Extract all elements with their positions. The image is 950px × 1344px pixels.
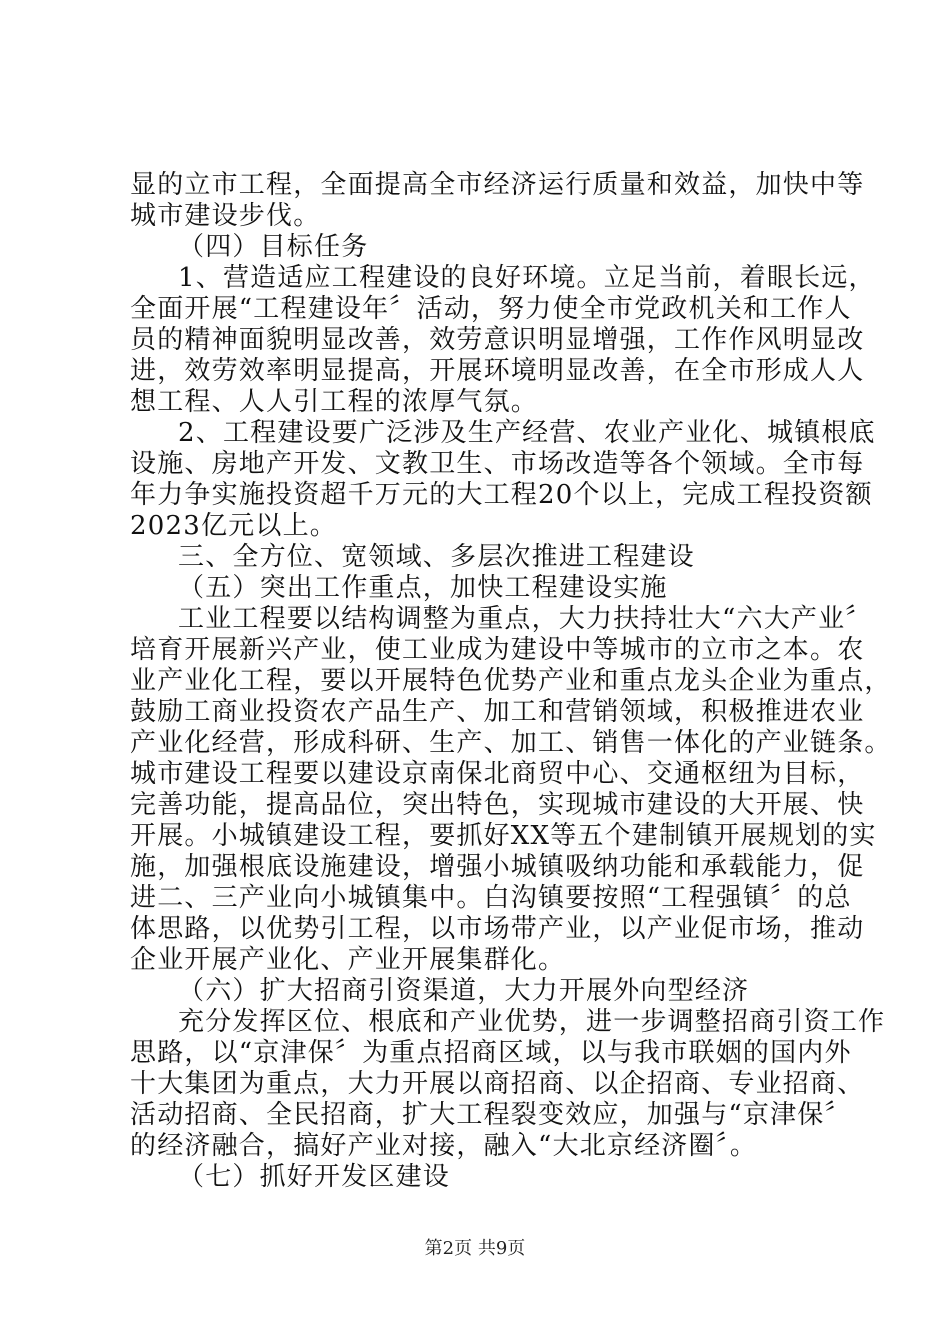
body-line: 想工程、人人引工程的浓厚气氛。: [130, 387, 539, 417]
page-footer: 第2页 共9页: [424, 1238, 526, 1259]
section-heading: （六）扩大招商引资渠道，大力开展外向型经济: [178, 976, 750, 1006]
body-line: 十大集团为重点，大力开展以商招商、以企招商、专业招商、: [130, 1069, 865, 1099]
body-line: 充分发挥区位、根底和产业优势，进一步调整招商引资工作: [178, 1007, 886, 1037]
section-heading: 三、全方位、宽领域、多层次推进工程建设: [178, 542, 695, 572]
body-line: 施，加强根底设施建设，增强小城镇吸纳功能和承载能力，促: [130, 852, 865, 882]
body-line: 体思路，以优势引工程，以市场带产业，以产业促市场，推动: [130, 914, 865, 944]
body-line: 鼓励工商业投资农产品生产、加工和营销领域，积极推进农业: [130, 697, 865, 727]
body-line: 员的精神面貌明显改善，效劳意识明显增强，工作作风明显改: [130, 325, 865, 355]
body-line: 活动招商、全民招商，扩大工程裂变效应，加强与“京津保〞: [130, 1100, 852, 1130]
body-line: 完善功能，提高品位，突出特色，实现城市建设的大开展、快: [130, 790, 865, 820]
body-line: 工业工程要以结构调整为重点，大力扶持壮大“六大产业〞: [178, 604, 873, 634]
body-line: 城市建设工程要以建设京南保北商贸中心、交通枢纽为目标，: [130, 759, 865, 789]
body-line: 显的立市工程，全面提高全市经济运行质量和效益，加快中等: [130, 170, 865, 200]
document-body: [130, 170, 892, 1193]
body-line: 2、工程建设要广泛涉及生产经营、农业产业化、城镇根底: [178, 418, 876, 448]
body-line: 进二、三产业向小城镇集中。白沟镇要按照“工程强镇〞的总: [130, 883, 852, 913]
body-line: 产业化经营，形成科研、生产、加工、销售一体化的产业链条。: [130, 728, 892, 758]
section-heading: （四）目标任务: [178, 232, 369, 262]
body-line: 设施、房地产开发、文教卫生、市场改造等各个领域。全市每: [130, 449, 865, 479]
body-line: 业产业化工程，要以开展特色优势产业和重点龙头企业为重点，: [130, 666, 892, 696]
body-line: 城市建设步伐。: [130, 201, 321, 231]
body-line: 开展。小城镇建设工程，要抓好XX等五个建制镇开展规划的实: [130, 821, 877, 851]
body-line: 全面开展“工程建设年〞活动，努力使全市党政机关和工作人: [130, 294, 852, 324]
body-line: 1、营造适应工程建设的良好环境。立足当前，着眼长远，: [178, 263, 876, 293]
body-line: 企业开展产业化、产业开展集群化。: [130, 945, 566, 975]
body-line: 2023亿元以上。: [130, 511, 337, 541]
body-line: 的经济融合，搞好产业对接，融入“大北京经济圈〞。: [130, 1131, 758, 1161]
section-heading: （七）抓好开发区建设: [178, 1162, 451, 1192]
body-line: 年力争实施投资超千万元的大工程20个以上，完成工程投资额: [130, 480, 873, 510]
section-heading: （五）突出工作重点，加快工程建设实施: [178, 573, 668, 603]
body-line: 培育开展新兴产业，使工业成为建设中等城市的立市之本。农: [130, 635, 865, 665]
body-line: 思路，以“京津保〞为重点招商区域，以与我市联姻的国内外: [130, 1038, 852, 1068]
body-line: 进，效劳效率明显提高，开展环境明显改善，在全市形成人人: [130, 356, 865, 386]
